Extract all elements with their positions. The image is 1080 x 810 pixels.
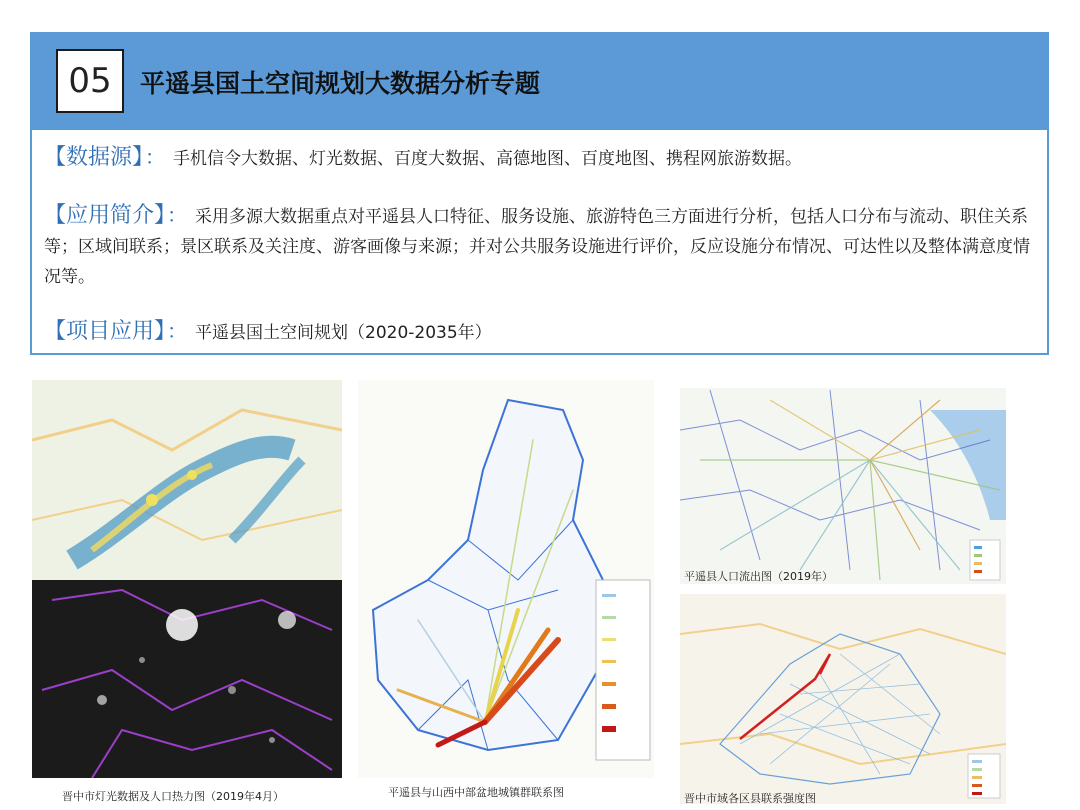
title-banner: [32, 34, 1047, 130]
section-number: 05: [56, 49, 124, 113]
basin-map-caption: 平遥县与山西中部盆地城镇群联系图: [388, 786, 564, 799]
basin-connection-map: [358, 380, 654, 778]
data-source-label: 【数据源】: [44, 145, 144, 170]
intro-colon: ：: [167, 203, 188, 227]
data-source-text: 手机信令大数据、灯光数据、百度大数据、高德地图、百度地图、携程网旅游数据。: [173, 149, 803, 169]
project-colon: ：: [167, 319, 188, 343]
intro-label: 【应用简介】: [44, 203, 166, 228]
header-card: [30, 32, 1049, 355]
county-strength-map: [680, 594, 1006, 804]
night-light-map: [32, 580, 342, 778]
population-outflow-map: [680, 370, 1006, 584]
population-heat-map: [32, 380, 342, 580]
heat-map-caption: 晋中市灯光数据及人口热力图（2019年4月）: [62, 790, 284, 803]
strength-map-caption: 晋中市域各区县联系强度图: [684, 792, 816, 805]
data-source-row: [44, 142, 1035, 174]
data-source-colon: ：: [145, 145, 166, 169]
page-title: 平遥县国土空间规划大数据分析专题: [140, 69, 541, 98]
project-row: [44, 316, 1035, 348]
project-text: 平遥县国土空间规划（2020-2035年）: [195, 323, 492, 343]
outflow-map-caption: 平遥县人口流出图（2019年）: [684, 570, 833, 583]
intro-text: 采用多源大数据重点对平遥县人口特征、服务设施、旅游特色三方面进行分析，包括人口分布与流动、职住关系等；区域间联系；景区联系及关注度、游客画像与来源；并对公共服务设施进行评价，反应设施分布情况、可达性以及整体满意度情况等。: [44, 207, 1030, 287]
project-label: 【项目应用】: [44, 319, 166, 344]
intro-row: [44, 200, 1035, 292]
